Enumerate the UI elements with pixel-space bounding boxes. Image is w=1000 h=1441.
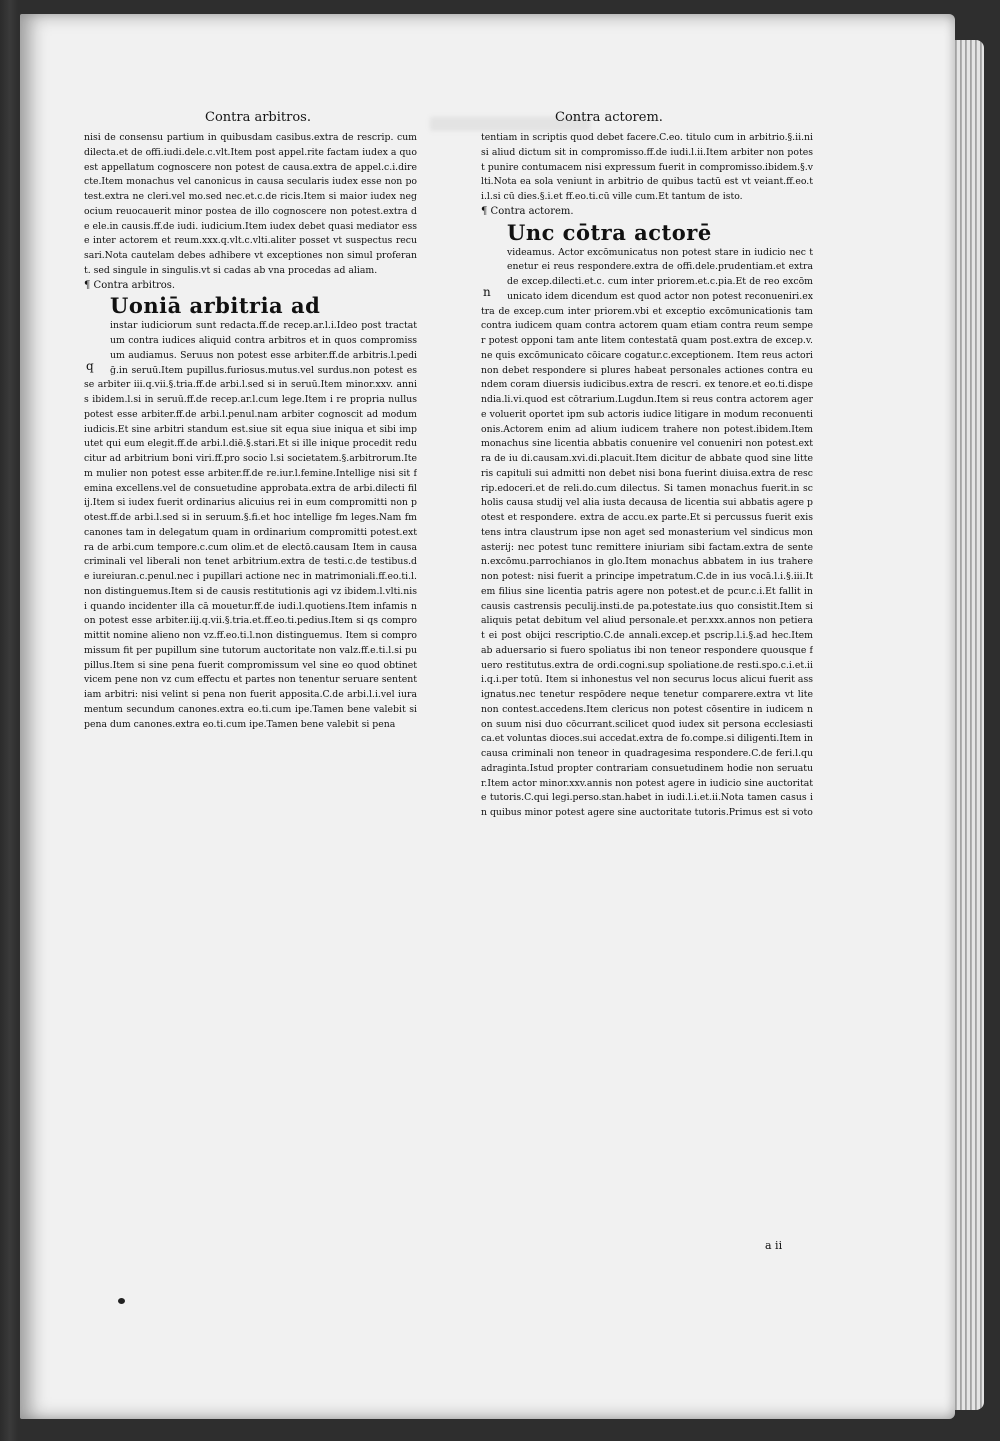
section-title: Unc cōtra actorē [507,219,712,245]
text-column-right [481,131,813,1236]
running-header-left: Contra arbitros. [205,110,311,125]
section-heading-contra-arbitros: ¶ Contra arbitros. [84,279,176,291]
running-header-right: Contra actorem. [555,110,663,125]
text-column-left [84,131,417,1236]
guide-letter-box [84,293,108,373]
left-intro-paragraph: nisi de consensu partium in quibusdam casibus.extra de rescrip. cum dilecta.et de offi.iudi.dele.c.vlt.Item post appel.rite factam iudex a quo est appellatum cognoscere non potest de causa.extra de appel.c.i.directe.Item monachus vel canonicus in causa secularis iudex esse non potest.extra ne cleri.vel mo.sed nec.et.c.de ricis.Item si maior iudex negocium reuocauerit minor postea de illo cognoscere non potest.extra de ele.in causis.ff.de iudi. iudicium.Item iudex debet quasi mediator esse inter actorem et reum.xxx.q.vlt.c.vlti.aliter posset vt suspectus recusari.Nota cautelam debes adhibere vt exceptiones non simul proferant. sed singule in singulis.vt si cadas ab vna procedas ad aliam. [84,132,417,276]
section-title: Uoniā arbitria ad [110,293,321,319]
guide-letter: n [483,284,491,299]
ink-dot [118,1298,125,1304]
signature-mark: a ii [765,1239,783,1252]
guide-letter: q [86,358,94,373]
section-heading-contra-actorem: ¶ Contra actorem. [481,205,574,217]
right-body-paragraph: videamus. Actor excōmunicatus non potest stare in iudicio nec tenetur ei reus respondere.extra de offi.dele.prudentiam.et extra de excep.dilecti.et.c. cum inter priorem.et.c.pia.Et de reo excōmunicato idem dicendum est quod actor non potest reconueniri.extra de excep.cum inter priorem.vbi et exceptio excōmunicationis tam contra iudicem quam contra actorem quam etiam contra reum semper potest opponi tam ante litem contestatā quam post.extra de excep.v. ne quis excōmunicato cōicare cogatur.c.exceptionem. Item reus actori non debet respondere si plures habeat personales actiones contra eundem coram diuersis iudicibus.extra de rescri. ex tenore.et eo.ti.dispendia.li.vi.quod est cōtrarium.Lugdun.Item si reus contra actorem agere voluerit oportet ipm sub actoris iudice litigare in modum reconuentionis.Actorem enim ad alium iudicem trahere non potest.ibidem.Item monachus sine licentia abbatis conuenire vel conueniri non potest.extra de iu di.causam.xvi.di.placuit.Item dicitur de abbate quod sine litteris capituli sui admitti non debet nisi bona fuerint diuisa.extra de rescrip.edoceri.et de reli.do.cum dilectus. Si tamen monachus fuerit.in scholis causa studij vel alia iusta decausa de licentia sui abbatis agere potest et respondere. extra de accu.ex parte.Et si percussus fuerit existens intra claustrum ipse non aget sed monasterium vel sindicus monasterij: nec potest tunc remittere iniuriam sibi factam.extra de senten.excōmu.parrochianos in glo.Item monachus abbatem in ius trahere non potest: nisi fuerit a principe impetratum.C.de in ius vocā.l.i.§.iii.Item filius sine licentia patris agere non potest.et de pcur.c.i.Et fallit in causis castrensis peculij.insti.de pa.potestate.ius quo consistit.Item si aliquis petat debitum vel aliud personale.et per.xxx.annos non petierat ei post obijci rescriptio.C.de annali.excep.et pscrip.l.i.§.ad hec.Item ab aduersario si fuero spoliatus ibi non teneor respondere quousque fuero restitutus.extra de ordi.cogni.sup spoliatione.de resti.spo.c.i.et.iii.q.i.per totū. Item si inhonestus vel non securus locus alicui fuerit assignatus.nec tenetur respōdere neque tenetur comparere.extra vt lite non contest.accedens.Item clericus non potest cōsentire in iudicem non suum nisi duo cōcurrant.scilicet quod iudex sit persona ecclesiastica.et voluntas dioces.sui accedat.extra de fo.compe.si diligenti.Item in causa criminali non teneor in quadragesima respondere.C.de feri.l.quadraginta.Istud propter contrariam consuetudinem hodie non seruatur.Item actor minor.xxv.annis non potest agere in iudicio sine auctoritate tutoris.C.qui legi.perso.stan.habet in iudi.l.i.et.ii.Nota tamen casus in quibus minor potest agere sine auctoritate tutoris.Primus est si voto [481,246,813,818]
left-body-paragraph: instar iudiciorum sunt redacta.ff.de recep.ar.l.i.Ideo post tractatum contra iudices aliquid contra arbitros et in quos compromissum audiamus. Seruus non potest esse arbiter.ff.de arbitris.l.pediḡ.in seruū.Item pupillus.furiosus.mutus.vel surdus.non potest esse arbiter iii.q.vii.§.tria.ff.de arbi.l.sed si in seruū.Item minor.xxv. annis ibidem.l.si in seruū.ff.de recep.ar.l.cum lege.Item i re propria nullus potest esse arbiter.ff.de arbi.l.penul.nam arbiter cognoscit ad modum iudicis.Et sine arbitri standum est.siue sit equa siue iniqua et sibi imputet qui eum elegit.ff.de arbi.l.diē.§.stari.Et si ille inique procedit reducitur ad arbitrium boni viri.ff.pro socio l.si societatem.§.arbitrorum.Item mulier non potest esse arbiter.ff.de re.iur.l.femine.Intellige nisi sit femina excellens.vel de consuetudine approbata.extra de arbi.dilecti filij.Item si iudex fuerit ordinarius alicuius rei in eum compromitti non potest.ff.de arbi.l.sed si in seruum.§.fi.et hoc intellige fm leges.Nam fm canones tam in delegatum quam in ordinarium compromitti potest.extra de arbi.cum tempore.c.cum olim.et de electō.causam Item in causa criminali vel liberali non tenet arbitrium.extra de testi.c.de testibus.de iureiuran.c.penul.nec i pupillari actione nec in matrimoniali.ff.eo.ti.l.non distinguemus.Item si de causis restitutionis agi vz ibidem.l.vlti.nisi quando incidenter illa cā mouetur.ff.de iudi.l.quotiens.Item infamis non potest esse arbiter.iij.q.vii.§.tria.et.ff.eo.ti.pedius.Item si qs compromittit nomine alieno non vz.ff.eo.ti.l.non distinguemus. Item si compromissum fit per pupillum sine tutorum auctoritate non valz.ff.e.ti.l.si pupillus.Item si sine pena fuerit compromissum vel sine eo quod obtinet vicem pene non vz cum effectu et partes non tenentur seruare sententiam arbitri: nisi velint si pena non fuerit apposita.C.de arbi.l.i.vel iuramentum secundum canones.extra eo.ti.cum ipe.Tamen bene valebit si pena dum canones.extra eo.ti.cum ipe.Tamen bene valebit si pena [84,320,417,730]
right-intro-paragraph: tentiam in scriptis quod debet facere.C.eo. titulo cum in arbitrio.§.ii.nisi aliud dictum sit in compromisso.ff.de iudi.l.ii.Item arbiter non potest punire contumacem nisi expressum fuerit in compromisso.ibidem.§.vlti.Nota ea sola veniunt in arbitrio de quibus tactū est vt veiant.ff.eo.ti.l.si cū dies.§.i.et ff.eo.ti.cū ville cum.Et tantum de isto. [481,132,813,202]
guide-letter-box [481,220,505,300]
